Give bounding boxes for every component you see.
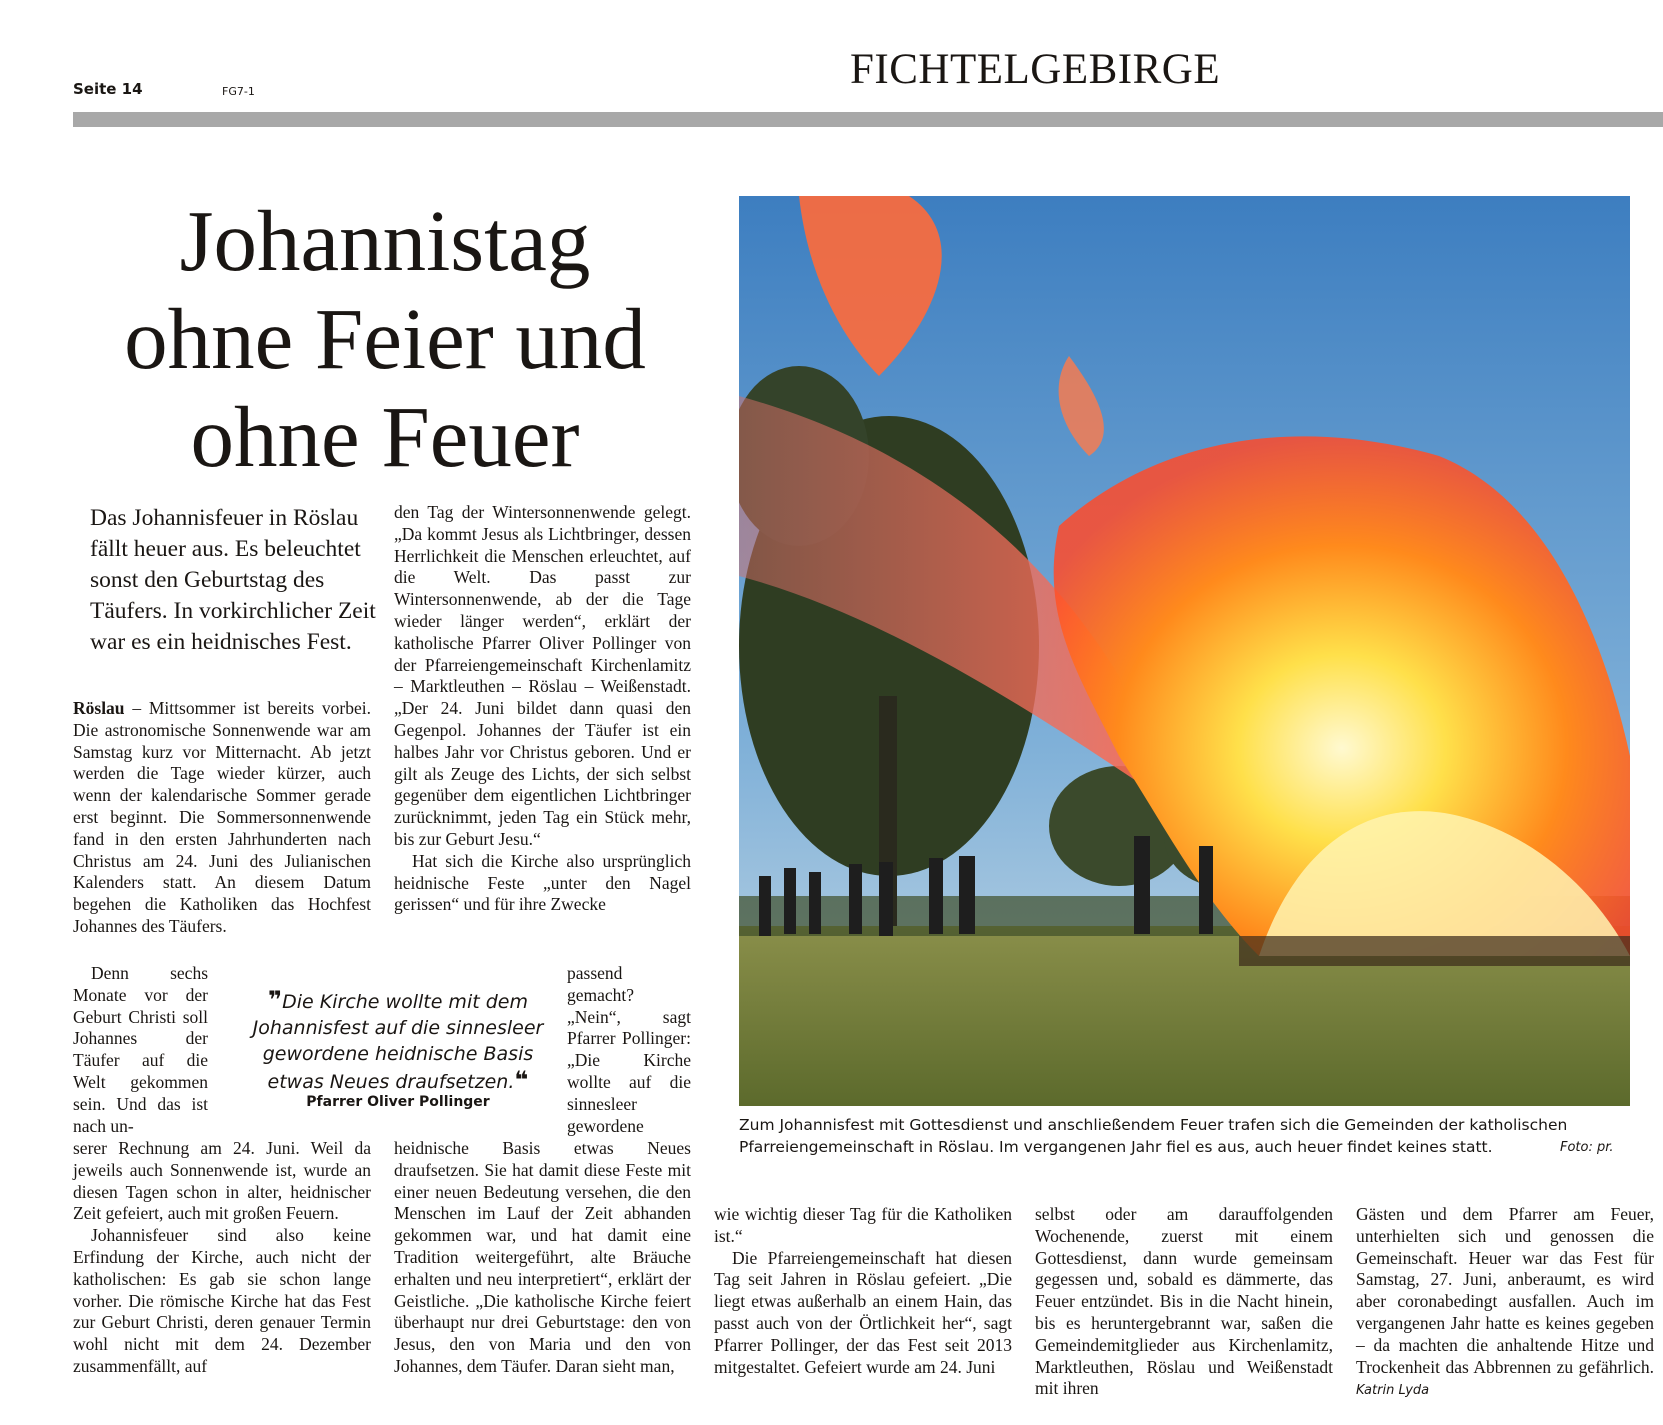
body-column-2-narrow [567, 963, 691, 1137]
dateline: Röslau [73, 698, 125, 718]
body-column-1-narrow [73, 963, 208, 1137]
bonfire-illustration [739, 196, 1630, 1106]
body-column-2-top [394, 502, 691, 916]
body-paragraph: Die Pfarreiengemeinschaft hat diesen Tag seit Jahren in Röslau gefeiert. „Die liegt etwas außerhalb an einem Hain, das passt auch von der Örtlichkeit her“, sagt Pfarrer Pollinger, der das Fest seit 2013 mitgestaltet. Gefeiert wurde am 24. Juni [714, 1247, 1012, 1377]
pull-quote-author: Pfarrer Oliver Pollinger [306, 1094, 490, 1110]
body-paragraph: Gästen und dem Pfarrer am Feuer, unterhielten sich und genossen die Gemeinschaft. Heuer war das Fest für Samstag, 27. Juni, anberaumt, es wird aber coronabedingt ausfallen. Auch im vergangenen Jahr hatte es keines gegeben – da machten die anhaltende Hitze und Trockenheit das Abbrennen zu gefährlich. [1356, 1204, 1654, 1377]
body-paragraph: Hat sich die Kirche also ursprünglich heidnische Feste „unter den Nagel gerissen“ und für ihre Zwecke [394, 850, 691, 915]
bonfire-photo [739, 196, 1630, 1106]
edition-code: FG7-1 [222, 85, 255, 98]
teaser: Das Johannisfeuer in Röslau fällt heuer aus. Es beleuchtet sonst den Geburtstag des Täufers. In vorkirchlicher Zeit war es ein heidnisches Fest. [90, 505, 376, 655]
body-paragraph: heidnische Basis etwas Neues draufsetzen. Sie hat damit diese Feste mit einer neuen Bedeutung versehen, die den Menschen im Lauf der Zeit abhanden gekommen war, und hat damit eine Tradition weitergeführt, alte Bräuche erhalten und neu interpretiert“, erklärt der Geistliche. „Die katholische Kirche feiert überhaupt nur drei Geburtstage: den von Jesus, den von Maria und den von Johannes, dem Täufer. Daran sieht man, [394, 1138, 691, 1376]
body-paragraph: – Mittsommer ist bereits vorbei. Die astronomische Sonnenwende war am Samstag kurz vor Mitternacht. Ab jetzt werden die Tage wieder kürzer, auch wenn der kalendarische Sommer gerade erst beginnt. Die Sommersonnenwende fand in den ersten Jahrhunderten nach Christus am 24. Juni des Julianischen Kalenders statt. An diesem Datum begehen die Katholiken das Hochfest Johannes des Täufers. [73, 698, 371, 936]
author-byline: Katrin Lyda [1356, 1383, 1430, 1399]
photo-caption: Zum Johannisfest mit Gottesdienst und anschließendem Feuer trafen sich die Gemeinden der katholischen Pfarreiengemeinschaft in Röslau. Im vergangenen Jahr fiel es aus, auch heuer findet keines statt. [739, 1116, 1568, 1156]
body-paragraph: selbst oder am darauffolgenden Wochenende, zuerst mit einem Gottesdienst, dann wurde gemeinsam gegessen und, sobald es dämmerte, das Feuer entzündet. Bis in die Nacht hinein, bis es heruntergebrannt war, saßen die Gemeindemitglieder aus Kirchenlamitz, Marktleuthen, Röslau und Weißenstadt mit ihren [1035, 1204, 1333, 1399]
body-column-3 [714, 1204, 1012, 1378]
body-paragraph: wie wichtig dieser Tag für die Katholiken ist.“ [714, 1204, 1012, 1246]
body-column-1-top [73, 698, 371, 938]
pull-quote-text: Die Kirche wollte mit dem Johannisfest auf die sinnesleer gewordene heidnische Basis etwas Neues draufsetzen. [252, 991, 544, 1093]
body-column-1-bottom [73, 1138, 371, 1378]
quote-open-icon: ❞ [268, 986, 283, 1014]
body-paragraph: serer Rechnung am 24. Juni. Weil da jeweils auch Sonnenwende ist, wurde an diesen Tagen schon in alter, heidnischer Zeit gefeiert, auch mit großen Feuern. [73, 1138, 371, 1224]
body-paragraph: den Tag der Wintersonnenwende gelegt. „Da kommt Jesus als Lichtbringer, dessen Herrlichkeit die Menschen erleuchtet, auf die Welt. Das passt zur Wintersonnenwende, ab der die Tage wieder länger werden“, erklärt der katholische Pfarrer Oliver Pollinger von der Pfarreiengemeinschaft Kirchenlamitz – Marktleuthen – Röslau – Weißenstadt. „Der 24. Juni bildet dann quasi den Gegenpol. Johannes der Täufer ist ein halbes Jahr vor Christus geboren. Und er gilt als Zeuge des Lichts, der sich selbst gegenüber dem eigentlichen Lichtbringer zurücknimmt, jeden Tag ein Stück mehr, bis zur Geburt Jesu.“ [394, 502, 691, 849]
body-paragraph: Denn sechs Monate vor der Geburt Christi soll Johannes der Täufer auf die Welt gekommen sein. Und das ist nach un- [73, 963, 208, 1136]
page-number: Seite 14 [73, 80, 143, 98]
body-column-4 [1035, 1204, 1333, 1400]
body-paragraph: Johannisfeuer sind also keine Erfindung der Kirche, auch nicht der katholischen: Es gab sie schon lange vorher. Die römische Kirche hat das Fest zur Geburt Christi, deren genauer Termin wohl nicht mit dem 24. Dezember zusammenfällt, auf [73, 1225, 371, 1376]
headline: Johannistag ohne Feier und ohne Feuer [124, 192, 646, 485]
pull-quote [238, 987, 558, 1095]
header-rule [73, 112, 1663, 127]
body-column-5 [1356, 1204, 1654, 1402]
section-title: FICHTELGEBIRGE [850, 46, 1221, 93]
body-paragraph: passend gemacht? „Nein“, sagt Pfarrer Pollinger: „Die Kirche wollte auf die sinnesleer gewordene [567, 963, 691, 1136]
photo-credit: Foto: pr. [1560, 1140, 1614, 1155]
quote-close-icon: ❝ [514, 1066, 529, 1094]
body-column-2-bottom [394, 1138, 691, 1378]
